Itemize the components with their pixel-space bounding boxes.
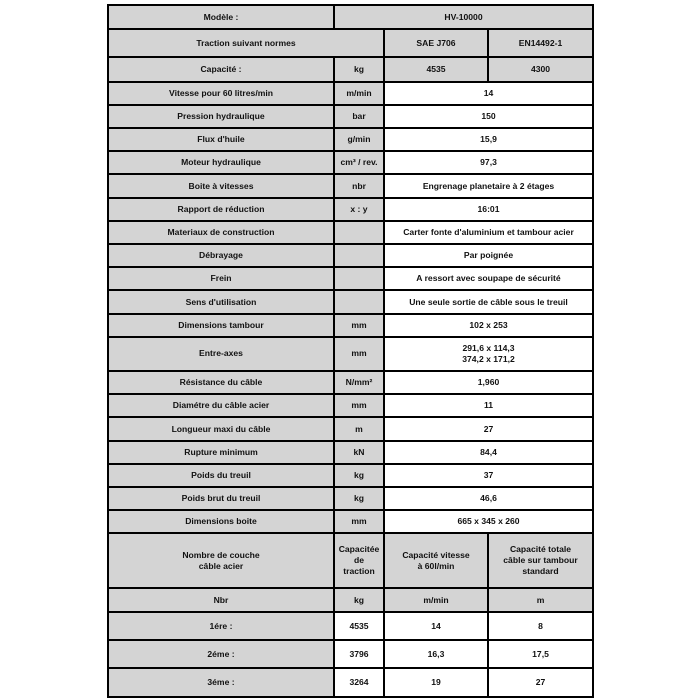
spec-row (109, 291, 592, 312)
spec-value: 14 (385, 83, 592, 104)
spec-unit: x : y (335, 199, 383, 220)
spec-unit: N/mm² (335, 372, 383, 393)
spec-row (109, 418, 592, 439)
spec-unit: kg (335, 488, 383, 509)
spec-value: 46,6 (385, 488, 592, 509)
traction-label: Traction suivant normes (109, 30, 383, 56)
layers-unit: Nbr (109, 589, 333, 611)
spec-label: Résistance du câble (109, 372, 333, 393)
row-traction (109, 30, 592, 56)
layers-col-speed: Capacité vitesse à 60l/min (385, 534, 487, 586)
spec-value: 37 (385, 465, 592, 486)
layers-header-row (109, 534, 592, 586)
spec-row (109, 338, 592, 370)
spec-row (109, 442, 592, 463)
spec-value: 150 (385, 106, 592, 127)
spec-row (109, 395, 592, 416)
spec-value: 102 x 253 (385, 315, 592, 336)
spec-label: Longueur maxi du câble (109, 418, 333, 439)
spec-value: Par poignée (385, 245, 592, 266)
spec-label: Dimensions tambour (109, 315, 333, 336)
spec-value: Engrenage planetaire à 2 étages (385, 175, 592, 196)
spec-row (109, 222, 592, 243)
spec-label: Entre-axes (109, 338, 333, 370)
layer-number: 1ére : (109, 613, 333, 639)
spec-unit: cm³ / rev. (335, 152, 383, 173)
spec-value: 15,9 (385, 129, 592, 150)
spec-value: 84,4 (385, 442, 592, 463)
spec-unit: mm (335, 395, 383, 416)
spec-unit: kN (335, 442, 383, 463)
spec-row (109, 372, 592, 393)
layers-unit: m (489, 589, 592, 611)
layers-unit: m/min (385, 589, 487, 611)
layer-value: 3264 (335, 669, 383, 696)
layers-col-traction: Capacitée de traction (335, 534, 383, 586)
spec-value: 11 (385, 395, 592, 416)
spec-label: Dimensions boite (109, 511, 333, 532)
spec-value: 97,3 (385, 152, 592, 173)
norm-en: EN14492-1 (489, 30, 592, 56)
spec-value: 16:01 (385, 199, 592, 220)
spec-unit: mm (335, 315, 383, 336)
spec-value: A ressort avec soupape de sécurité (385, 268, 592, 289)
spec-row (109, 465, 592, 486)
layer-value: 14 (385, 613, 487, 639)
modele-value: HV-10000 (335, 6, 592, 28)
spec-unit: kg (335, 465, 383, 486)
layers-col-layer: Nombre de couche câble acier (109, 534, 333, 586)
layer-number: 2éme : (109, 641, 333, 667)
capacite-value-en: 4300 (489, 58, 592, 80)
layer-row (109, 613, 592, 639)
layer-row (109, 669, 592, 696)
capacite-label: Capacité : (109, 58, 333, 80)
layer-value: 16,3 (385, 641, 487, 667)
layer-value: 3796 (335, 641, 383, 667)
spec-unit (335, 245, 383, 266)
layer-row (109, 641, 592, 667)
spec-value: Carter fonte d'aluminium et tambour acier (385, 222, 592, 243)
spec-label: Sens d'utilisation (109, 291, 333, 312)
layer-value: 17,5 (489, 641, 592, 667)
spec-label: Moteur hydraulique (109, 152, 333, 173)
spec-table (107, 4, 594, 698)
spec-row (109, 315, 592, 336)
spec-label: Materiaux de construction (109, 222, 333, 243)
spec-label: Poids brut du treuil (109, 488, 333, 509)
spec-sheet (107, 4, 594, 698)
spec-label: Poids du treuil (109, 465, 333, 486)
spec-unit (335, 268, 383, 289)
layer-number: 3éme : (109, 669, 333, 696)
spec-unit: mm (335, 511, 383, 532)
spec-label: Rapport de réduction (109, 199, 333, 220)
spec-value: Une seule sortie de câble sous le treuil (385, 291, 592, 312)
spec-row (109, 83, 592, 104)
capacite-unit: kg (335, 58, 383, 80)
spec-value: 1,960 (385, 372, 592, 393)
spec-row (109, 199, 592, 220)
spec-label: Rupture minimum (109, 442, 333, 463)
spec-row (109, 245, 592, 266)
spec-unit: m/min (335, 83, 383, 104)
spec-row (109, 175, 592, 196)
modele-label: Modèle : (109, 6, 333, 28)
layers-units-row (109, 589, 592, 611)
spec-unit: g/min (335, 129, 383, 150)
norm-sae: SAE J706 (385, 30, 487, 56)
spec-value: 291,6 x 114,3 374,2 x 171,2 (385, 338, 592, 370)
layer-value: 4535 (335, 613, 383, 639)
layer-value: 8 (489, 613, 592, 639)
layers-col-total: Capacité totale câble sur tambour standard (489, 534, 592, 586)
spec-unit: nbr (335, 175, 383, 196)
spec-unit (335, 222, 383, 243)
spec-label: Flux d'huile (109, 129, 333, 150)
spec-row (109, 488, 592, 509)
spec-row (109, 129, 592, 150)
spec-label: Vitesse pour 60 litres/min (109, 83, 333, 104)
spec-label: Diamétre du câble acier (109, 395, 333, 416)
spec-label: Pression hydraulique (109, 106, 333, 127)
spec-value: 665 x 345 x 260 (385, 511, 592, 532)
layer-value: 19 (385, 669, 487, 696)
layer-value: 27 (489, 669, 592, 696)
spec-value: 27 (385, 418, 592, 439)
spec-unit: bar (335, 106, 383, 127)
spec-row (109, 152, 592, 173)
spec-label: Frein (109, 268, 333, 289)
spec-unit: mm (335, 338, 383, 370)
layers-unit: kg (335, 589, 383, 611)
spec-unit (335, 291, 383, 312)
spec-row (109, 268, 592, 289)
row-capacite (109, 58, 592, 80)
spec-unit: m (335, 418, 383, 439)
capacite-value-sae: 4535 (385, 58, 487, 80)
spec-label: Boite à vitesses (109, 175, 333, 196)
spec-row (109, 511, 592, 532)
spec-label: Débrayage (109, 245, 333, 266)
row-modele (109, 6, 592, 28)
spec-row (109, 106, 592, 127)
